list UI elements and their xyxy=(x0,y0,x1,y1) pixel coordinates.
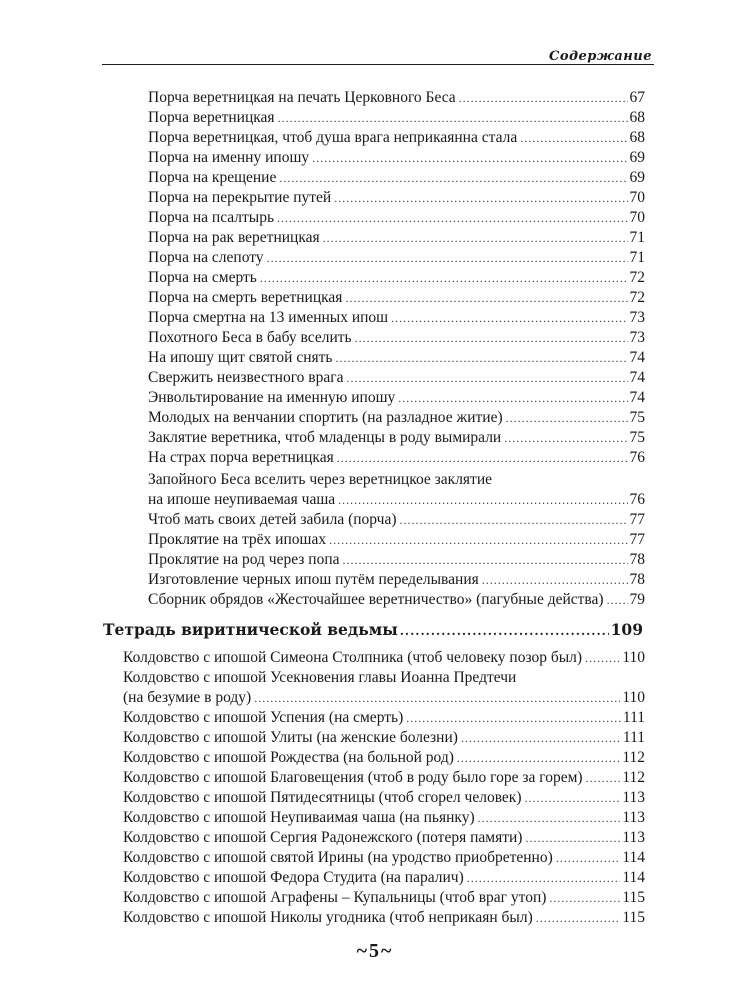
dot-leader xyxy=(549,888,620,908)
toc-entry-title: На ипошу щит святой снять xyxy=(148,349,333,366)
toc-entry-title: Сборник обрядов «Жесточайшее веретничество» (пагубные действа) xyxy=(148,591,604,608)
dot-leader xyxy=(459,88,628,108)
toc-entry-title: Порча на смерть xyxy=(148,269,257,286)
toc-entry-title: Заклятие веретника, чтоб младенцы в роду вымирали xyxy=(148,429,502,446)
toc-entry-title: Порча веретницкая xyxy=(148,109,275,126)
toc-entry xyxy=(148,128,645,148)
toc-entry-page: 115 xyxy=(622,909,645,926)
dot-leader xyxy=(334,188,627,208)
toc-entry xyxy=(123,648,645,668)
toc-entry-page: 72 xyxy=(629,269,645,286)
toc-entry-title: Колдовство с ипошой Федора Студита (на паралич) xyxy=(123,869,464,886)
dot-leader xyxy=(260,268,628,288)
toc-entry-page: 112 xyxy=(622,749,645,766)
dot-leader xyxy=(345,288,627,308)
toc-entry-title: Порча на крещение xyxy=(148,169,277,186)
toc-entry-title: Порча на перекрытие путей xyxy=(148,189,332,206)
toc-entry-page: 76 xyxy=(629,449,645,466)
toc-entry-page: 113 xyxy=(622,789,645,806)
toc-entry-title: Энвольтирование на именную ипошу xyxy=(148,389,396,406)
section-heading xyxy=(103,620,643,639)
dot-leader xyxy=(586,768,621,788)
toc-entry xyxy=(123,728,645,748)
toc-entry-title: Колдовство с ипошой Успения (на смерть) xyxy=(123,709,404,726)
toc-entry-page: 75 xyxy=(629,409,645,426)
toc-entry xyxy=(123,888,645,908)
toc-entry xyxy=(148,228,645,248)
toc-entry-page: 112 xyxy=(622,769,645,786)
toc-entry-title: Колдовство с ипошой Усекновения главы Иоанна Предтечи xyxy=(123,669,517,686)
toc-entry xyxy=(123,848,645,868)
toc-entry-page: 69 xyxy=(629,169,645,186)
toc-entry-page: 75 xyxy=(629,429,645,446)
toc-entry-title: Молодых на венчании спортить (на разладное житие) xyxy=(148,409,503,426)
toc-entry-page: 115 xyxy=(622,889,645,906)
toc-entry xyxy=(148,268,645,288)
toc-entry-title: Колдовство с ипошой Сергия Радонежского (потеря памяти) xyxy=(123,829,523,846)
toc-entry-title: Изготовление черных ипош путём переделывания xyxy=(148,571,479,588)
toc-entry xyxy=(148,348,645,368)
section-heading-page: 109 xyxy=(610,620,643,639)
toc-entry xyxy=(148,168,645,188)
toc-entry-title: Чтоб мать своих детей забила (порча) xyxy=(148,511,397,528)
toc-entry-page: 111 xyxy=(622,709,645,726)
toc-entry xyxy=(148,428,645,448)
dot-leader xyxy=(398,388,627,408)
dot-leader xyxy=(343,550,628,570)
page-number: ~5~ xyxy=(356,940,394,962)
toc-entry-multiline xyxy=(148,470,645,510)
toc-entry-title: Колдовство с ипошой Пятидесятницы (чтоб сгорел человек) xyxy=(123,789,522,806)
toc-entry-page: 68 xyxy=(629,109,645,126)
toc-entry-page: 78 xyxy=(629,571,645,588)
toc-entry-title: Колдовство с ипошой Благовещения (чтоб в роду было горе за горем) xyxy=(123,769,583,786)
dot-leader xyxy=(336,348,628,368)
toc-entry-title: Порча веретницкая, чтоб душа врага неприкаянна стала xyxy=(148,129,518,146)
toc-entry-page: 76 xyxy=(629,491,645,508)
toc-entry-title: Похотного Беса в бабу вселить xyxy=(148,329,352,346)
toc-entry-title-line2: на ипоше неупиваемая чаша xyxy=(148,491,336,508)
dot-leader xyxy=(323,228,628,248)
dot-leader xyxy=(400,624,609,638)
dot-leader xyxy=(457,748,620,768)
dot-leader xyxy=(399,510,627,530)
dot-leader xyxy=(312,148,627,168)
dot-leader xyxy=(467,868,621,888)
toc-entry xyxy=(123,768,645,788)
toc-entry-page: 111 xyxy=(622,729,645,746)
toc-entry-page: 78 xyxy=(629,551,645,568)
toc-entry-title: Порча на смерть веретницкая xyxy=(148,289,343,306)
toc-entry-title: На страх порча веретницкая xyxy=(148,449,334,466)
toc-entry-page: 74 xyxy=(629,369,645,386)
toc-entry-page: 73 xyxy=(629,329,645,346)
toc-entry-page: 114 xyxy=(622,869,645,886)
dot-leader xyxy=(525,828,620,848)
toc-entry-continuation xyxy=(148,490,645,510)
toc-entry-title: Колдовство с ипошой Николы угодника (чтоб неприкаян был) xyxy=(123,909,533,926)
dot-leader xyxy=(406,708,621,728)
dot-leader xyxy=(556,848,621,868)
section-heading-title: Тетрадь виритнической ведьмы xyxy=(103,620,398,639)
dot-leader xyxy=(536,908,621,928)
toc-entry-page: 113 xyxy=(622,809,645,826)
toc-entry-page: 70 xyxy=(629,189,645,206)
toc-entry-title: Колдовство с ипошой святой Ирины (на уродство приобретенно) xyxy=(123,849,553,866)
header-underline xyxy=(572,64,654,65)
toc-entry xyxy=(148,368,645,388)
dot-leader xyxy=(504,428,627,448)
toc-entry-page: 79 xyxy=(629,591,645,608)
toc-entry-title: Порча веретницкая на печать Церковного Беса xyxy=(148,89,456,106)
toc-entry-page: 113 xyxy=(622,829,645,846)
dot-leader xyxy=(277,208,627,228)
toc-entry xyxy=(148,530,645,550)
toc-entry-page: 110 xyxy=(622,689,645,706)
toc-entry-page: 70 xyxy=(629,209,645,226)
dot-leader xyxy=(478,808,621,828)
toc-entry-page: 71 xyxy=(629,229,645,246)
toc-entry-page: 68 xyxy=(629,129,645,146)
dot-leader xyxy=(267,248,628,268)
dot-leader xyxy=(355,328,628,348)
toc-entry xyxy=(148,570,645,590)
toc-entry xyxy=(123,828,645,848)
toc-entry-page: 77 xyxy=(629,511,645,528)
header-rule xyxy=(102,64,572,65)
toc-entry-page: 114 xyxy=(622,849,645,866)
toc-entry-page: 67 xyxy=(629,89,645,106)
toc-entry xyxy=(123,808,645,828)
toc-entry xyxy=(148,448,645,468)
toc-entry-title: Порча смертна на 13 именных ипош xyxy=(148,309,389,326)
toc-entry xyxy=(148,288,645,308)
dot-leader xyxy=(506,408,628,428)
toc-entry-page: 110 xyxy=(622,649,645,666)
toc-entry xyxy=(148,108,645,128)
toc-entry-title: Колдовство с ипошой Симеона Столпника (чтоб человеку позор был) xyxy=(123,649,583,666)
dot-leader xyxy=(279,168,627,188)
toc-entry-title: Колдовство с ипошой Неупиваимая чаша (на пьянку) xyxy=(123,809,475,826)
dot-leader xyxy=(607,590,628,610)
toc-entry-title: Порча на рак веретницкая xyxy=(148,229,320,246)
dot-leader xyxy=(337,448,628,468)
toc-entry-continuation xyxy=(123,688,645,708)
toc-entry-page: 72 xyxy=(629,289,645,306)
dot-leader xyxy=(346,368,627,388)
dot-leader xyxy=(520,128,627,148)
toc-entry xyxy=(148,328,645,348)
dot-leader xyxy=(254,688,620,708)
toc-entry xyxy=(148,388,645,408)
toc-entry-page: 71 xyxy=(629,249,645,266)
dot-leader xyxy=(525,788,621,808)
dot-leader xyxy=(391,308,627,328)
toc-entry xyxy=(148,408,645,428)
toc-entry-title: Свержить неизвестного врага xyxy=(148,369,344,386)
toc-entry-title: Порча на псалтырь xyxy=(148,209,275,226)
toc-entry-title: Порча на слепоту xyxy=(148,249,264,266)
toc-entry xyxy=(123,748,645,768)
toc-entry-page: 77 xyxy=(629,531,645,548)
toc-entry xyxy=(123,868,645,888)
toc-entry xyxy=(123,708,645,728)
dot-leader xyxy=(482,570,628,590)
toc-entry-title: Колдовство с ипошой Аграфены – Купальницы (чтоб враг утоп) xyxy=(123,889,547,906)
toc-entry-multiline xyxy=(123,668,645,708)
dot-leader xyxy=(585,648,620,668)
toc-entry xyxy=(148,510,645,530)
toc-entry-page: 74 xyxy=(629,349,645,366)
toc-entry xyxy=(148,88,645,108)
toc-entry-title: Порча на именну ипошу xyxy=(148,149,310,166)
toc-entry-page: 73 xyxy=(629,309,645,326)
toc-entry-title: Запойного Беса вселить через веретницкое заклятие xyxy=(148,471,493,488)
toc-entry xyxy=(148,550,645,570)
dot-leader xyxy=(278,108,628,128)
toc-entry-title-line2: (на безумие в роду) xyxy=(123,689,252,706)
toc-entry-page: 74 xyxy=(629,389,645,406)
toc-entry-title: Проклятие на род через попа xyxy=(148,551,340,568)
toc-entry xyxy=(123,908,645,928)
toc-entry xyxy=(148,248,645,268)
running-header-title: Содержание xyxy=(548,49,652,64)
toc-entry-title: Колдовство с ипошой Улиты (на женские болезни) xyxy=(123,729,458,746)
dot-leader xyxy=(461,728,621,748)
dot-leader xyxy=(329,530,627,550)
dot-leader xyxy=(338,490,627,510)
toc-entry xyxy=(148,148,645,168)
toc-entry xyxy=(148,308,645,328)
toc-entry xyxy=(123,788,645,808)
toc-entry xyxy=(148,188,645,208)
toc-entry-title: Колдовство с ипошой Рождества (на больной род) xyxy=(123,749,454,766)
toc-entry-page: 69 xyxy=(629,149,645,166)
toc-entry xyxy=(148,208,645,228)
toc-entry xyxy=(148,590,645,610)
toc-entry-title: Проклятие на трёх ипошах xyxy=(148,531,327,548)
